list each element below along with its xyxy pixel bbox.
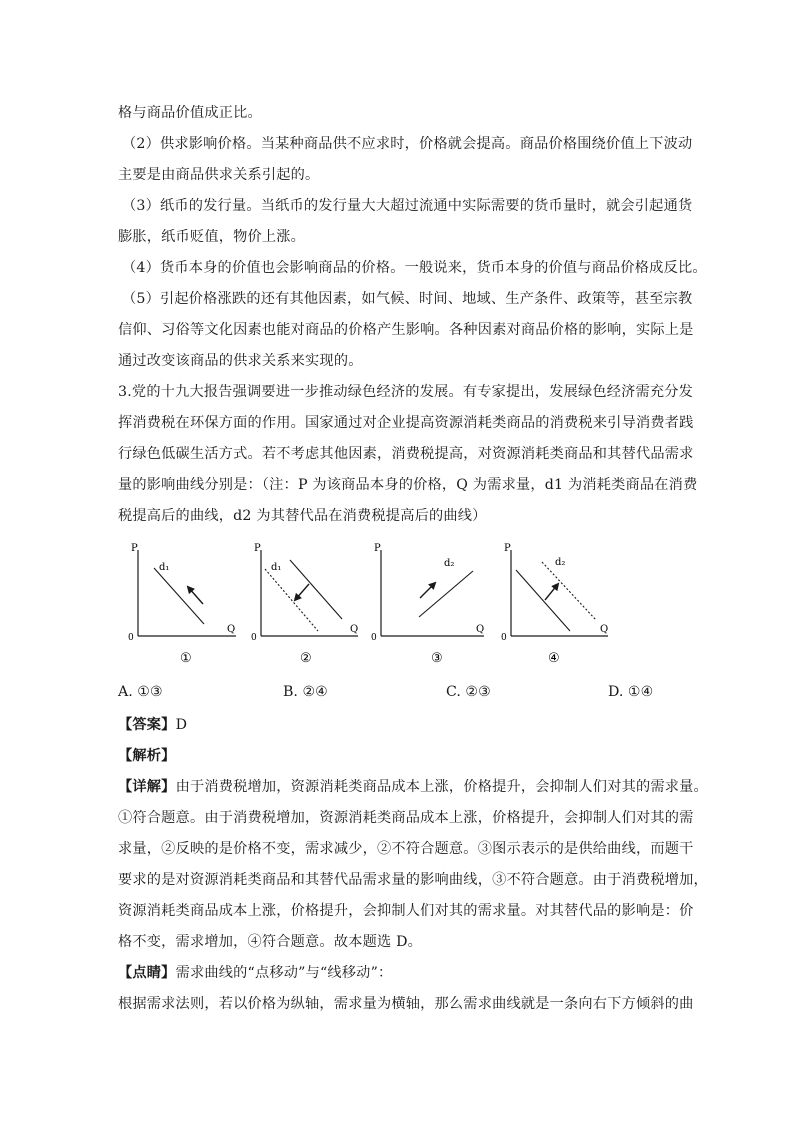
p-axis-label: P — [131, 543, 138, 554]
option-d: D. ①④ — [608, 684, 654, 700]
question-line: 税提高后的曲线，d2 为其替代品在消费税提高后的曲线） — [118, 508, 487, 524]
detail-line: 要求的是对资源消耗类商品和其替代品需求量的影响曲线，③不符合题意。由于消费税增加， — [118, 872, 708, 888]
option-c: C. ②③ — [446, 684, 491, 700]
graph-2 — [251, 543, 358, 666]
p-axis-label: P — [374, 543, 381, 554]
question-line: 行绿色低碳生活方式。若不考虑其他因素，消费税提高，对资源消耗类商品和其替代品需求 — [118, 446, 694, 462]
paragraph-line: 通过改变该商品的供求关系来实现的。 — [118, 353, 363, 369]
paragraph-line: （5）引起价格涨跌的还有其他因素，如气候、时间、地域、生产条件、政策等，甚至宗教 — [122, 291, 693, 307]
q-axis-label: Q — [476, 624, 485, 635]
origin-label: 0 — [501, 633, 507, 643]
q-axis-label: Q — [350, 624, 359, 635]
graph-1 — [128, 543, 236, 666]
supply-curve — [419, 571, 473, 617]
option-a: A. ①③ — [118, 684, 163, 700]
question-line: 3.党的十九大报告强调要进一步推动绿色经济的发展。有专家提出，发展绿色经济需充分发 — [118, 384, 694, 400]
paragraph-line: （2）供求影响价格。当某种商品供不应求时，价格就会提高。商品价格围绕价值上下波动 — [122, 136, 693, 152]
original-demand-curve — [516, 570, 570, 631]
shift-arrow-icon — [545, 584, 558, 600]
detail-text: 由于消费税增加，资源消耗类商品成本上涨，价格提升，会抑制人们对其的需求量。 — [175, 779, 708, 795]
answer-line — [118, 715, 678, 735]
detail-line: 求量，②反映的是价格不变，需求减少，②不符合题意。③图示表示的是供给曲线，而题干 — [118, 841, 694, 857]
curve-label: d₁ — [271, 562, 282, 573]
tip-tag: 【点睛】 — [118, 965, 176, 981]
shift-arrow-icon — [420, 583, 435, 598]
paragraph-line: 主要是由商品供求关系引起的。 — [118, 167, 320, 183]
paragraph-line: （3）纸币的发行量。当纸币的发行量大大超过流通中实际需要的货币量时，就会引起通货 — [122, 198, 693, 214]
graph-3 — [371, 543, 484, 666]
detail-tag: 【详解】 — [118, 779, 176, 795]
curve-label: d₂ — [555, 557, 566, 568]
detail-line: 资源消耗类商品成本上涨，价格提升，会抑制人们对其的需求量。对其替代品的影响是：价 — [118, 903, 694, 919]
paragraph-line: （4）货币本身的价值也会影响商品的价格。一般说来，货币本身的价值与商品价格成反比。 — [122, 260, 707, 276]
demand-curve-figures — [118, 536, 618, 671]
tip-text: 需求曲线的“点移动”与“线移动”： — [175, 965, 393, 981]
origin-label: 0 — [251, 633, 257, 643]
new-demand-curve — [290, 560, 342, 619]
curve-label: d₁ — [159, 562, 170, 573]
curve-label: d₂ — [444, 558, 455, 569]
shift-arrow-icon — [188, 587, 203, 604]
p-axis-label: P — [254, 543, 261, 554]
detail-line: ①符合题意。由于消费税增加，资源消耗类商品成本上涨，价格提升，会抑制人们对其的需 — [118, 810, 694, 826]
paragraph-line: 格与商品价值成正比。 — [118, 105, 262, 121]
graph-number: ② — [300, 651, 312, 666]
p-axis-label: P — [504, 543, 511, 554]
answer-value: D — [175, 717, 188, 733]
q-axis-label: Q — [600, 624, 609, 635]
shift-arrow-icon — [295, 584, 309, 600]
question-line: 量的影响曲线分别是：（注：P 为该商品本身的价格，Q 为需求量，d1 为消耗类商品在消费 — [118, 477, 698, 493]
original-demand-curve — [265, 569, 318, 631]
answer-tag: 【答案】 — [118, 717, 176, 733]
detail-line: 格不变，需求增加，④符合题意。故本题选 D。 — [118, 934, 423, 950]
paragraph-line: 根据需求法则，若以价格为纵轴，需求量为横轴，那么需求曲线就是一条向右下方倾斜的曲 — [118, 996, 694, 1012]
analysis-tag: 【解析】 — [118, 748, 176, 764]
option-b: B. ②④ — [283, 684, 328, 700]
graph-4 — [501, 543, 608, 666]
graph-number: ③ — [431, 651, 443, 666]
graph-number: ① — [180, 651, 192, 666]
origin-label: 0 — [128, 633, 134, 643]
new-demand-curve — [542, 562, 596, 620]
detail-line — [118, 777, 708, 797]
question-line: 挥消费税在环保方面的作用。国家通过对企业提高资源消耗类商品的消费税来引导消费者践 — [118, 415, 694, 431]
paragraph-line: 信仰、习俗等文化因素也能对商品的价格产生影响。各种因素对商品价格的影响，实际上是 — [118, 322, 694, 338]
graph-number: ④ — [548, 651, 560, 666]
paragraph-line: 膨胀，纸币贬值，物价上涨。 — [118, 229, 306, 245]
origin-label: 0 — [371, 633, 377, 643]
q-axis-label: Q — [227, 624, 236, 635]
tip-line — [118, 963, 678, 983]
